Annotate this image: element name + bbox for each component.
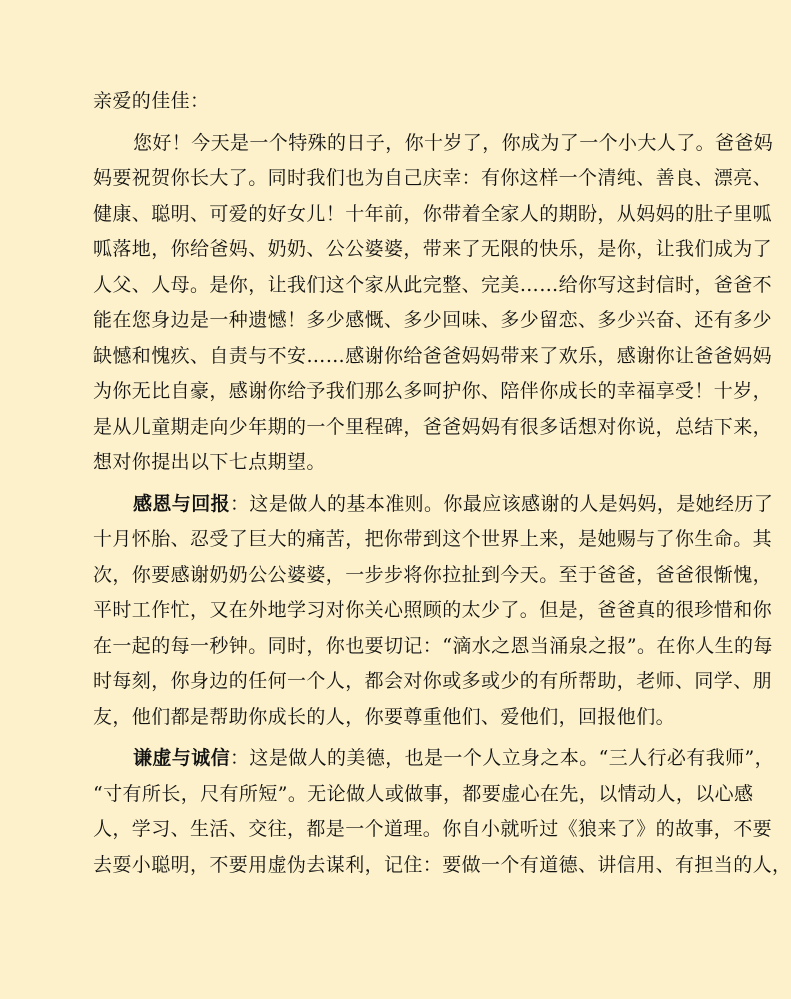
text-line: 人父、人母。是你，让我们这个家从此完整、完美……给你写这封信时，爸爸不	[93, 273, 773, 296]
text-line	[93, 741, 775, 777]
text-line: 人，学习、生活、交往，都是一个道理。你自小就听过《狼来了》的故事，不要	[93, 818, 773, 840]
text-line: 为你无比自豪，感谢你给予我们那么多呵护你、陪伴你成长的幸福享受！十岁，	[93, 380, 773, 402]
section-heading-gratitude: 感恩与回报	[133, 492, 231, 515]
text-line: 平时工作忙，又在外地学习对你关心照顾的太少了。但是，爸爸真的很珍惜和你	[93, 599, 773, 621]
text-line	[93, 487, 774, 523]
text-run: ：这是做人的基本准则。你最应该感谢的人是妈妈，是她经历了	[230, 492, 774, 515]
text-line: 呱落地，你给爸妈、奶奶、公公婆婆，带来了无限的快乐，是你，让我们成为了	[93, 238, 773, 260]
text-line: 去耍小聪明，不要用虚伪去谋利，记住：要做一个有道德、讲信用、有担当的人，	[93, 853, 791, 876]
text-line: 在一起的每一秒钟。同时，你也要切记：“滴水之恩当涌泉之报”。在你人生的每	[93, 634, 773, 657]
paragraph-gratitude	[93, 487, 774, 736]
text-line: “寸有所长，尺有所短”。无论做人或做事，都要虚心在先，以情动人，以心感	[93, 782, 754, 805]
text-line: 次，你要感谢奶奶公公婆婆，一步步将你拉扯到今天。至于爸爸，爸爸很惭愧，	[93, 563, 773, 586]
text-line: 妈要祝贺你长大了。同时我们也为自己庆幸：有你这样一个清纯、善良、漂亮、	[93, 167, 773, 189]
text-line: 健康、聪明、可爱的好女儿！十年前，你带着全家人的期盼，从妈妈的肚子里呱	[93, 202, 773, 225]
text-line: 是从儿童期走向少年期的一个里程碑，爸爸妈妈有很多话想对你说，总结下来，	[93, 415, 773, 438]
text-line: 想对你提出以下七点期望。	[93, 451, 326, 473]
text-line: 缺憾和愧疚、自责与不安……感谢你给爸爸妈妈带来了欢乐，感谢你让爸爸妈妈	[93, 344, 773, 367]
text-line: 友，他们都是帮助你成长的人，你要尊重他们、爱他们，回报他们。	[93, 705, 676, 728]
letter-body	[93, 84, 791, 883]
text-line: 您好！今天是一个特殊的日子，你十岁了，你成为了一个小大人了。爸爸妈	[133, 131, 774, 154]
text-line: 十月怀胎、忍受了巨大的痛苦，把你带到这个世界上来，是她赐与了你生命。其	[93, 528, 773, 550]
section-heading-modesty: 谦虚与诚信	[133, 747, 231, 769]
paragraph-modesty	[93, 741, 791, 883]
paragraph-intro	[93, 126, 774, 481]
text-line: 能在您身边是一种遗憾！多少感慨、多少回味、多少留恋、多少兴奋、还有多少	[93, 309, 773, 331]
text-line: 时每刻，你身边的任何一个人，都会对你或多或少的有所帮助，老师、同学、朋	[93, 670, 773, 692]
text-run: ：这是做人的美德，也是一个人立身之本。“三人行必有我师”，	[230, 747, 775, 769]
letter-greeting: 亲爱的佳佳：	[93, 90, 210, 112]
